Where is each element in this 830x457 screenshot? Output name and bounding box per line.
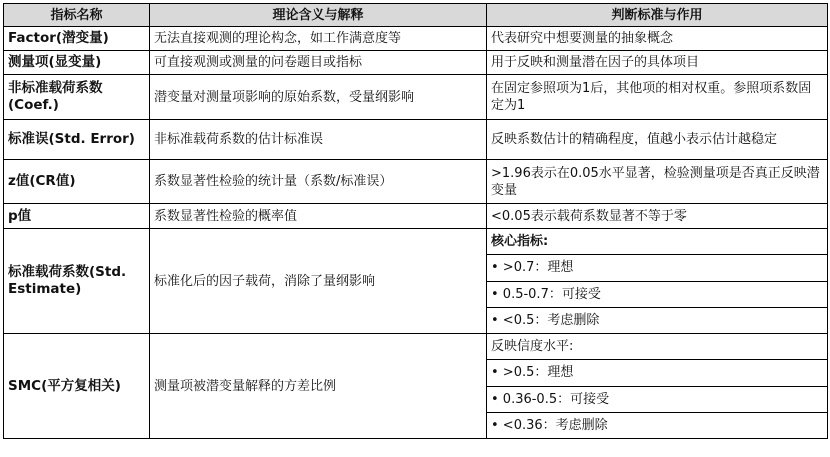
criteria-item: • <0.5：考虑删除: [487, 307, 827, 333]
row-name: 非标准载荷系数(Coef.): [4, 75, 150, 120]
row-meaning: 测量项被潜变量解释的方差比例: [150, 334, 487, 439]
row-meaning: 可直接观测或测量的问卷题目或指标: [150, 51, 487, 75]
criteria-item: • <0.36：考虑删除: [487, 412, 827, 438]
row-criteria: >1.96表示在0.05水平显著，检验测量项是否真正反映潜变量: [487, 160, 828, 204]
table-row: [4, 204, 828, 229]
row-criteria-list: [487, 334, 828, 439]
row-name: z值(CR值): [4, 160, 150, 204]
criteria-title: 反映信度水平:: [491, 339, 574, 355]
row-criteria: <0.05表示载荷系数显著不等于零: [487, 204, 828, 229]
criteria-item: • 0.5-0.7：可接受: [487, 281, 827, 307]
header-row: [4, 4, 828, 27]
row-name: 标准误(Std. Error): [4, 120, 150, 160]
row-meaning: 系数显著性检验的概率值: [150, 204, 487, 229]
criteria-item: • >0.7：理想: [487, 254, 827, 280]
row-criteria: 反映系数估计的精确程度，值越小表示估计越稳定: [487, 120, 828, 160]
table-row: [4, 120, 828, 160]
header-meaning: 理论含义与解释: [150, 4, 487, 27]
row-meaning: 标准化后的因子载荷，消除了量纲影响: [150, 229, 487, 334]
row-meaning: 无法直接观测的理论构念，如工作满意度等: [150, 27, 487, 51]
criteria-item: • 0.36-0.5：可接受: [487, 386, 827, 412]
row-criteria-list: [487, 229, 828, 334]
row-criteria: 用于反映和测量潜在因子的具体项目: [487, 51, 828, 75]
row-name: SMC(平方复相关): [4, 334, 150, 439]
row-criteria: 在固定参照项为1后，其他项的相对权重。参照项系数固定为1: [487, 75, 828, 120]
row-name: p值: [4, 204, 150, 229]
row-name: 标准载荷系数(Std. Estimate): [4, 229, 150, 334]
table-row: [4, 51, 828, 75]
header-criteria: 判断标准与作用: [487, 4, 828, 27]
row-criteria: 代表研究中想要测量的抽象概念: [487, 27, 828, 51]
row-meaning: 非标准载荷系数的估计标准误: [150, 120, 487, 160]
row-name: 测量项(显变量): [4, 51, 150, 75]
table-row: [4, 334, 828, 439]
indicator-table: [3, 3, 828, 439]
row-name: Factor(潜变量): [4, 27, 150, 51]
table-row: [4, 160, 828, 204]
row-meaning: 系数显著性检验的统计量（系数/标准误）: [150, 160, 487, 204]
table-row: [4, 75, 828, 120]
table-row: [4, 27, 828, 51]
table-row: [4, 229, 828, 334]
row-meaning: 潜变量对测量项影响的原始系数，受量纲影响: [150, 75, 487, 120]
criteria-title: 核心指标:: [491, 234, 549, 250]
criteria-item: • >0.5：理想: [487, 359, 827, 385]
header-indicator-name: 指标名称: [4, 4, 150, 27]
